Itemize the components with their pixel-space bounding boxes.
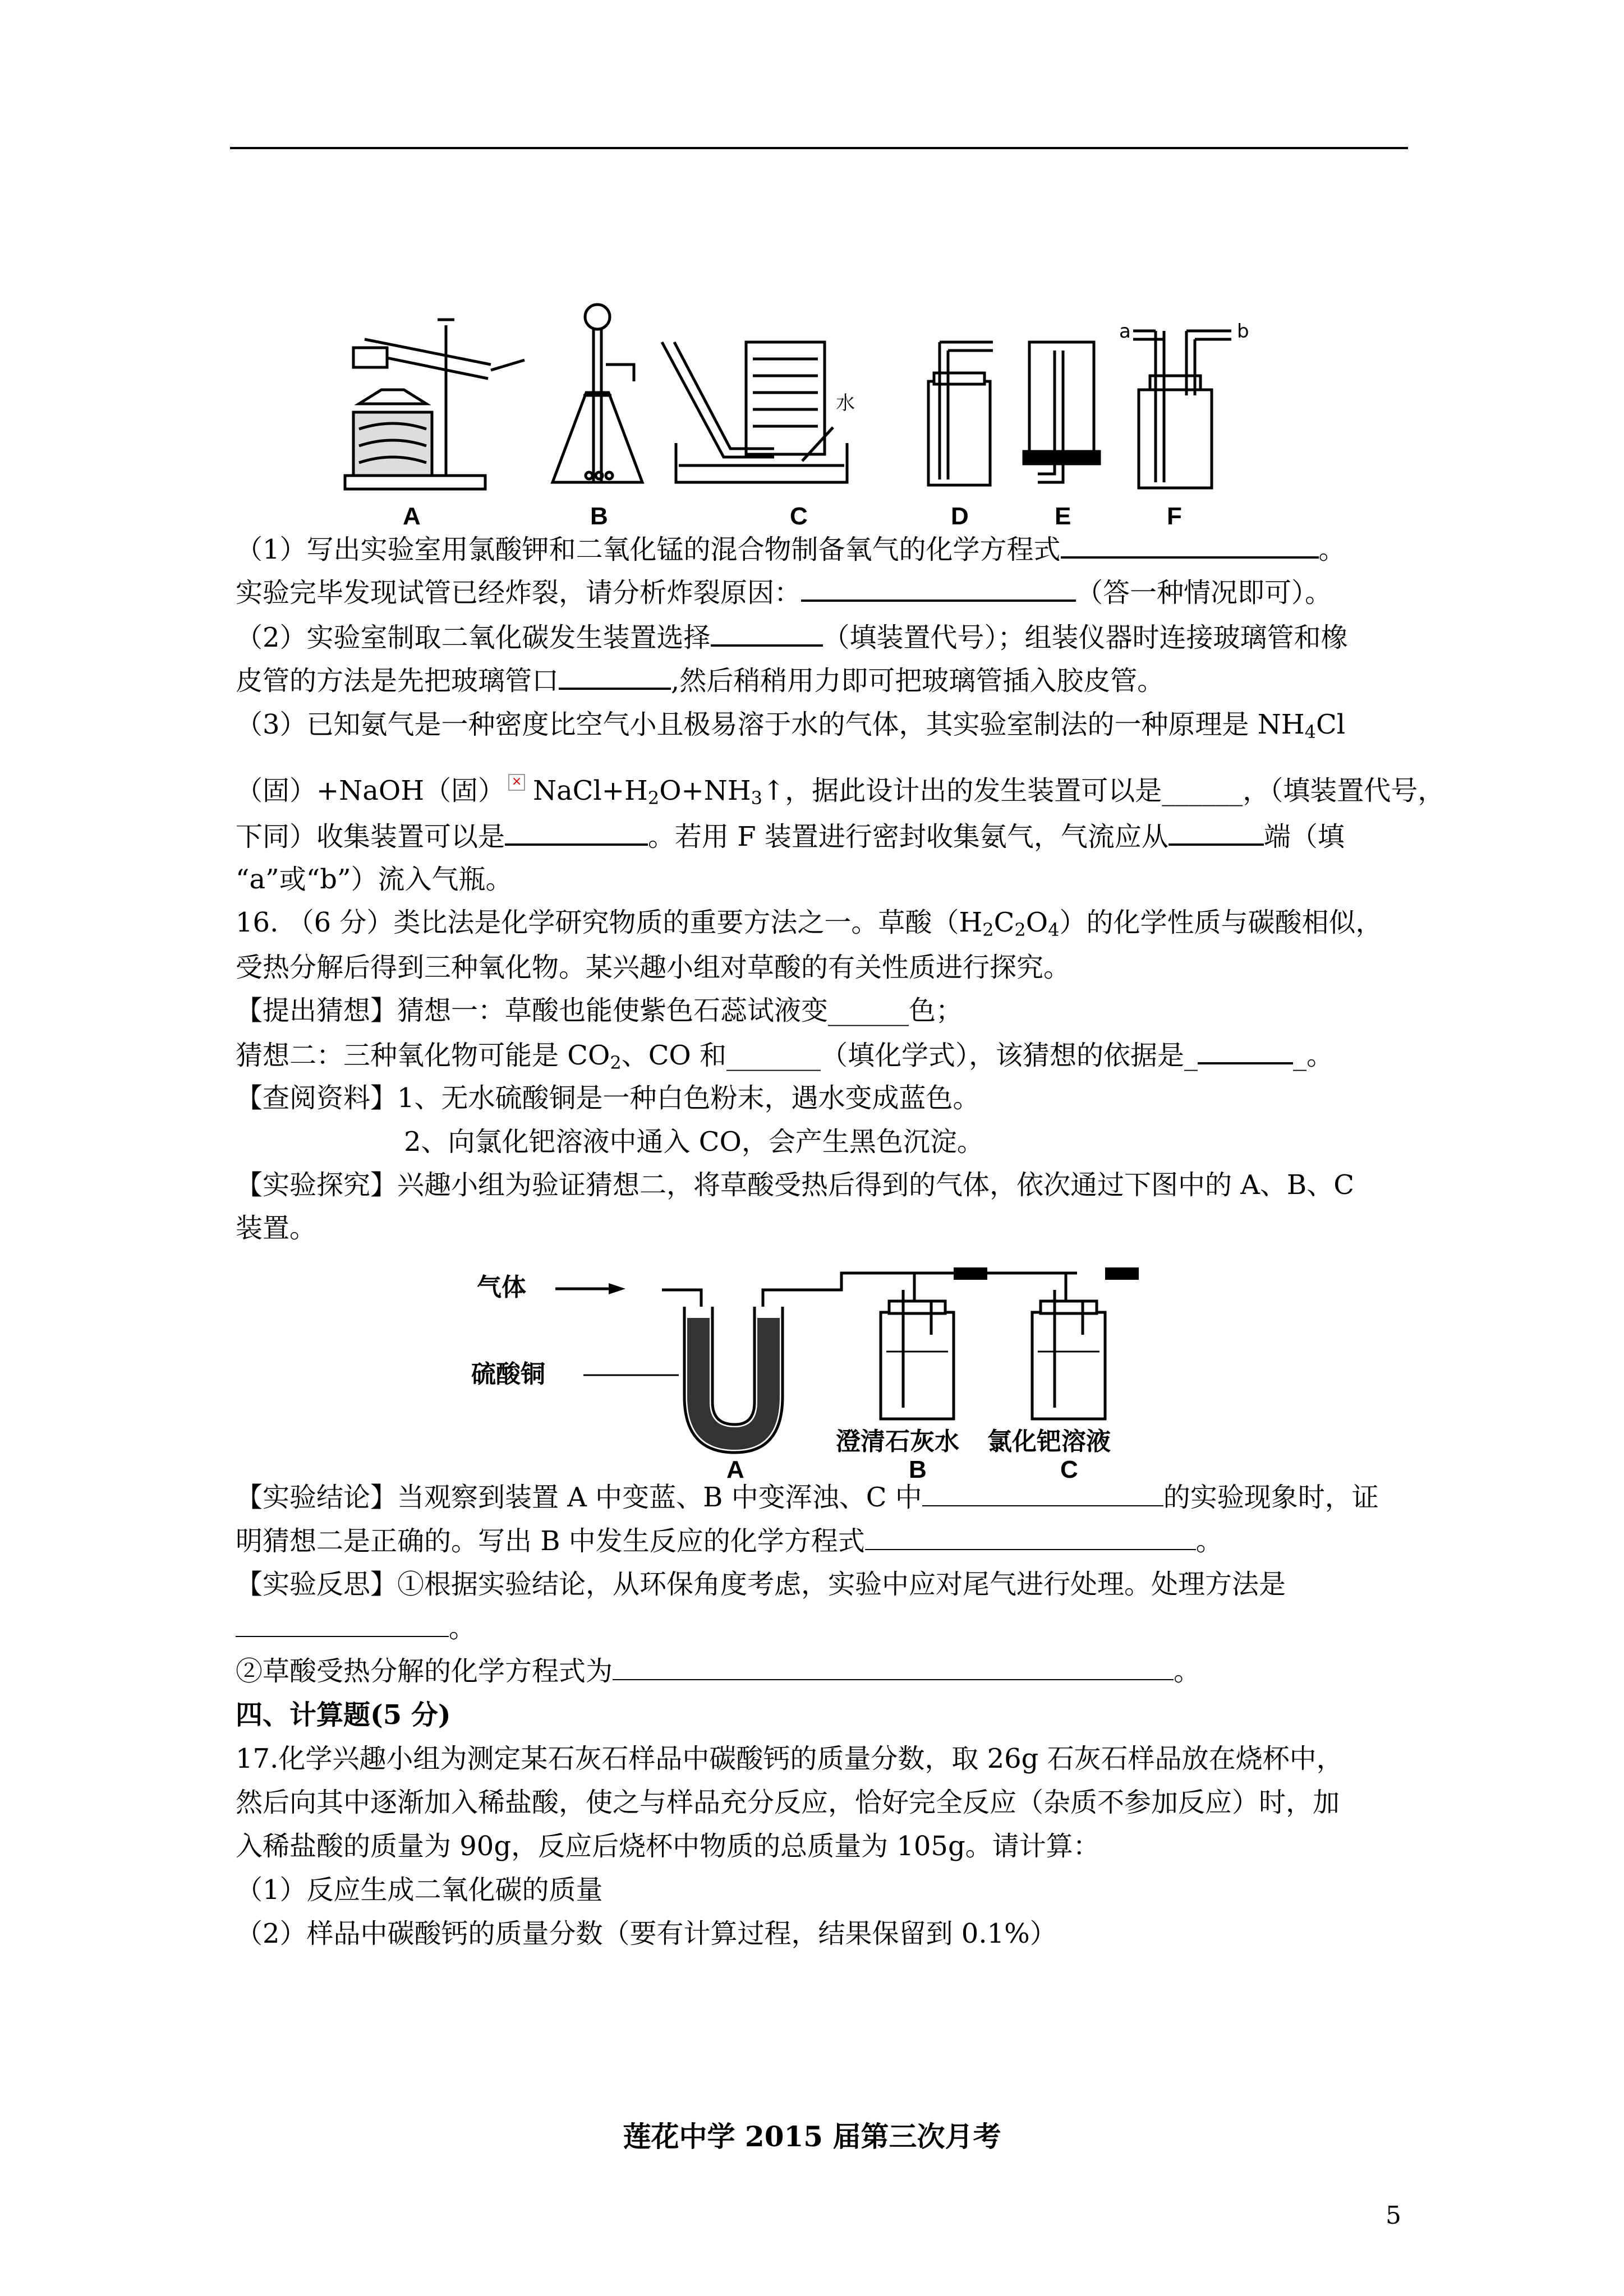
q16-line4: 猜想二：三种氧化物可能是 $CO_2$、CO 和_______（填化学式），该猜想的依据是_ _。 [236,1038,1333,1072]
q16-line9: 【实验结论】当观察到装置 A 中变蓝、B 中变浑浊、C 中 的实验现象时，证 [236,1482,1379,1513]
q17-line1: 17.化学兴趣小组为测定某石灰石样品中碳酸钙的质量分数，取 26g 石灰石样品放在烧杯中， [236,1743,1344,1774]
q16-line1: 16. （6 分）类比法是化学研究物质的重要方法之一。草酸$(H_2C_2O_4)$的化学性质与碳酸相似， [236,907,1383,940]
q15-line7: 下同）收集装置可以是 。若用 F 装置进行密封收集氨气，气流应从 端（填 [236,819,1345,854]
cuso4-label: 硫酸铜 [471,1361,545,1388]
q15-line4: 皮管的方法是先把玻璃管口 ,然后稍稍用力即可把玻璃管插入胶皮管。 [236,663,1164,698]
port-b-label: b [1237,320,1249,343]
label-f: F [1167,502,1182,530]
q16-line6: 2、向氯化钯溶液中通入 CO，会产生黑色沉淀。 [404,1126,984,1158]
label-d: D [951,502,969,530]
apparatus-figure-abc [471,1256,1178,1481]
label-a: A [403,502,421,530]
q16-line10: 明猜想二是正确的。写出 B 中发生反应的化学方程式 。 [236,1525,1223,1557]
broken-image-icon: × [508,774,525,791]
q15-line8: “a”或“b”）流入气瓶。 [236,864,513,895]
fig2-label-b: B [909,1456,927,1481]
fig2-label-c: C [1060,1456,1078,1481]
port-a-label: a [1119,320,1131,343]
pdcl2-label: 氯化钯溶液 [987,1428,1111,1455]
section-4-heading: 四、计算题(5 分) [236,1699,451,1731]
q17-line3: 入稀盐酸的质量为 90g，反应后烧杯中物质的总质量为 105g。请计算： [236,1831,1100,1862]
fig2-label-a: A [726,1456,744,1481]
label-e: E [1055,502,1071,530]
q15-line6: （固）+NaOH（固） × $NaCl+H_2O+NH_3↑$，据此设计出的发生装置可以是______，（填装置代号， [236,774,1445,809]
apparatus-figure-af [331,297,1341,538]
q16-line12: 。 [236,1611,476,1645]
q15-line1: （1）写出实验室用氯酸钾和二氧化锰的混合物制备氧气的化学方程式 。 [236,532,1346,566]
q16-line5: 【查阅资料】1、无水硫酸铜是一种白色粉末，遇水变成蓝色。 [236,1082,980,1114]
q17-line5: （2）样品中碳酸钙的质量分数（要有计算过程，结果保留到 0.1%） [236,1918,1057,1949]
q16-line7: 【实验探究】兴趣小组为验证猜想二，将草酸受热后得到的气体，依次通过下图中的 A、B、C [236,1169,1354,1201]
label-c: C [790,502,808,530]
q16-line3: 【提出猜想】猜想一：草酸也能使紫色石蕊试液变______色； [236,995,963,1026]
q15-line5: （3）已知氨气是一种密度比空气小且极易溶于水的气体，其实验室制法的一种原理是 $NH_4Cl$ [236,709,1346,743]
water-label: 水 [836,392,855,414]
q16-line13: ②草酸受热分解的化学方程式为 。 [236,1656,1201,1687]
page-number: 5 [1386,2201,1401,2230]
q15-line2: 实验完毕发现试管已经炸裂，请分析炸裂原因： （答一种情况即可）。 [236,575,1332,610]
footer-title: 莲花中学 2015 届第三次月考 [623,2120,1001,2153]
q16-line2: 受热分解后得到三种氧化物。某兴趣小组对草酸的有关性质进行探究。 [236,952,1071,983]
q15-line3: （2）实验室制取二氧化碳发生装置选择 （填装置代号）；组装仪器时连接玻璃管和橡 [236,620,1348,654]
label-b: B [590,502,608,530]
header-rule [230,147,1408,149]
limewater-label: 澄清石灰水 [836,1428,959,1455]
q16-line11: 【实验反思】①根据实验结论，从环保角度考虑，实验中应对尾气进行处理。处理方法是 [236,1569,1286,1600]
gas-label: 气体 [477,1274,526,1301]
q16-line8: 装置。 [236,1212,317,1244]
q17-line2: 然后向其中逐渐加入稀盐酸，使之与样品充分反应，恰好完全反应（杂质不参加反应）时，加 [236,1787,1340,1818]
q17-line4: （1）反应生成二氧化碳的质量 [236,1874,603,1906]
